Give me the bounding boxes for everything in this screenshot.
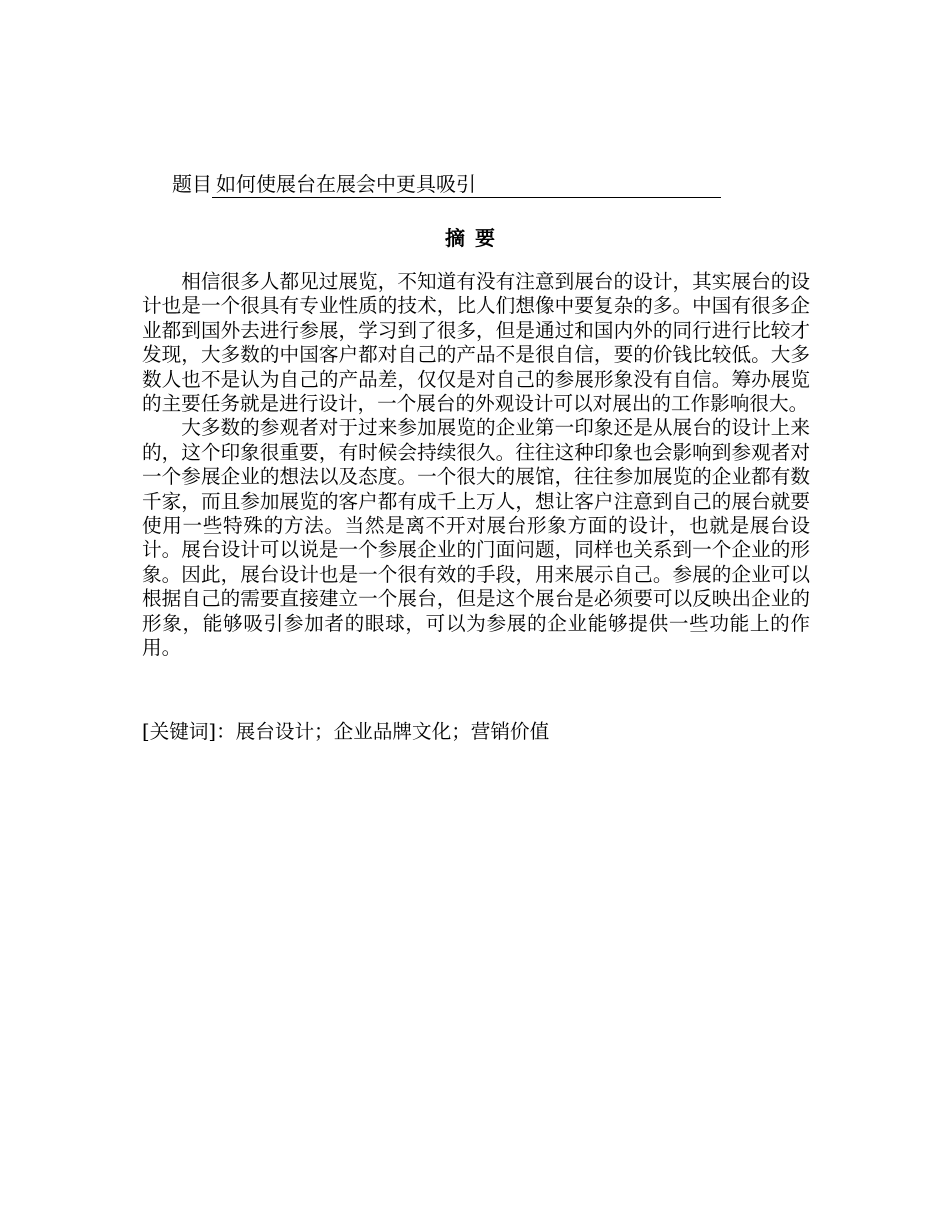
title-label: 题目: [172, 172, 212, 196]
abstract-paragraph-1: 相信很多人都见过展览，不知道有没有注意到展台的设计，其实展台的设计也是一个很具有专业性质的技术，比人们想像中要复杂的多。中国有很多企业都到国外去进行参展，学习到了很多，但是通过和国内外的同行进行比较才发现，大多数的中国客户都对自己的产品不是很自信，要的价钱比较低。大多数人也不是认为自己的产品差，仅仅是对自己的参展形象没有自信。筹办展览的主要任务就是进行设计，一个展台的外观设计可以对展出的工作影响很大。: [142, 270, 810, 416]
abstract-paragraph-2: 大多数的参观者对于过来参加展览的企业第一印象还是从展台的设计上来的，这个印象很重要，有时候会持续很久。往往这种印象也会影响到参观者对一个参展企业的想法以及态度。一个很大的展馆，往往参加展览的企业都有数千家，而且参加展览的客户都有成千上万人，想让客户注意到自己的展台就要使用一些特殊的方法。当然是离不开对展台形象方面的设计，也就是展台设计。展台设计可以说是一个参展企业的门面问题，同样也关系到一个企业的形象。因此，展台设计也是一个很有效的手段，用来展示自己。参展的企业可以根据自己的需要直接建立一个展台，但是这个展台是必须要可以反映出企业的形象，能够吸引参加者的眼球，可以为参展的企业能够提供一些功能上的作用。: [142, 416, 810, 660]
title-line: [172, 170, 721, 198]
keywords-value: 展台设计；企业品牌文化；营销价值: [235, 720, 550, 743]
keywords-line: [142, 718, 549, 746]
keywords-label: [关键词]：: [142, 720, 236, 743]
abstract-heading: 摘要: [445, 226, 505, 250]
abstract-body: [142, 270, 810, 661]
title-value: 如何使展台在展会中更具吸引: [212, 171, 721, 198]
